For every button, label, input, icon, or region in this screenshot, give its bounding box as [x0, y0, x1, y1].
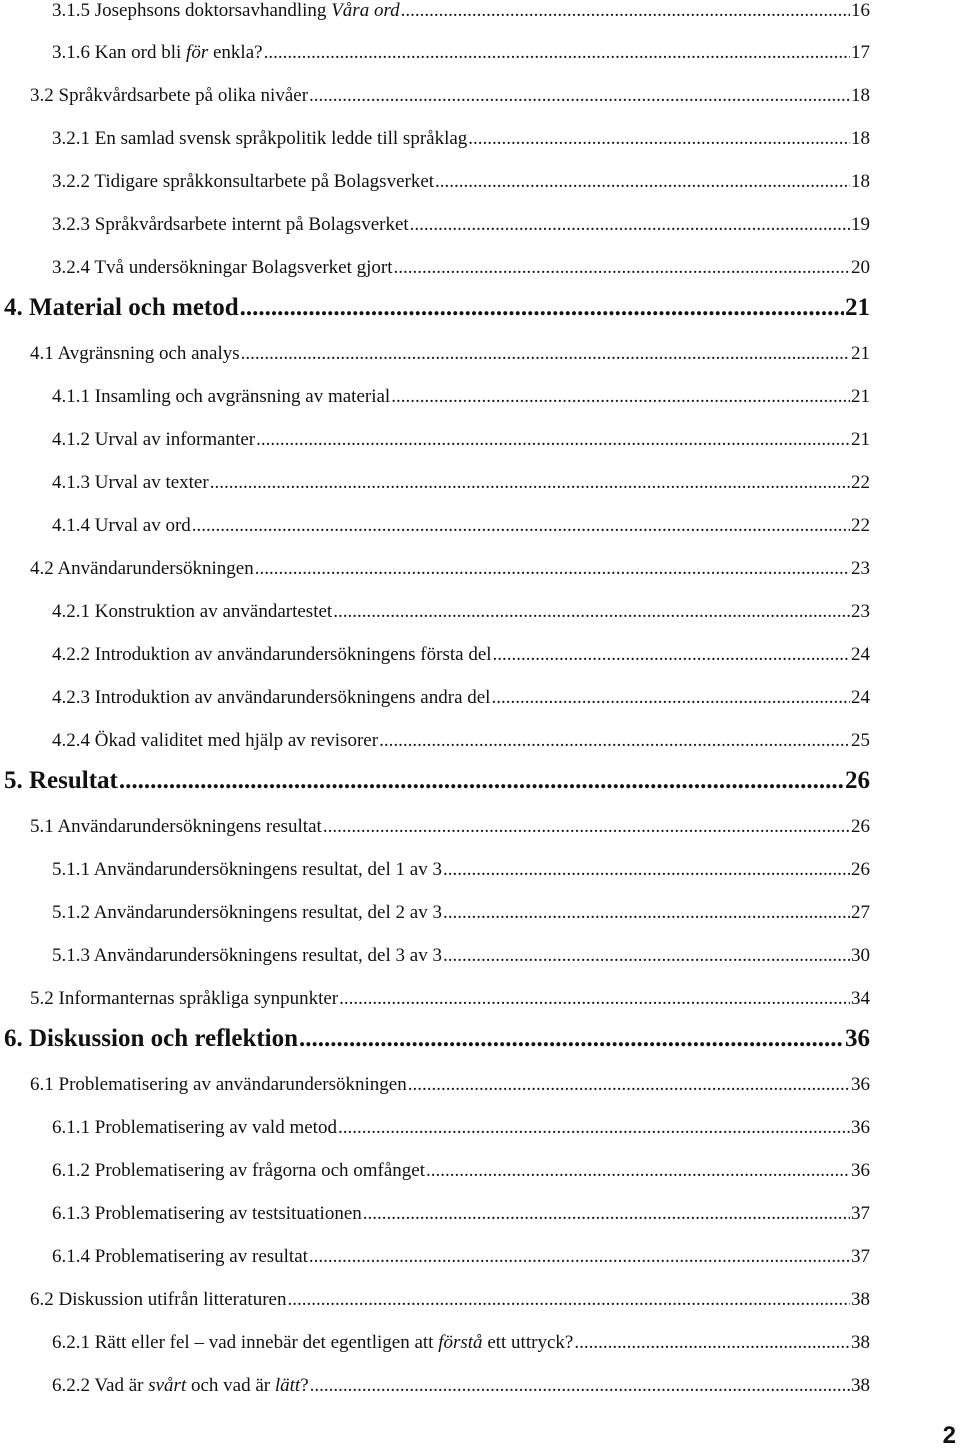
toc-leader-dots: [391, 386, 850, 408]
toc-entry[interactable]: [52, 472, 870, 494]
toc-leader-dots: [443, 859, 850, 881]
toc-entry-label: 6.1.1 Problematisering av vald metod: [52, 1117, 337, 1138]
toc-chapter[interactable]: [4, 294, 870, 322]
toc-leader-dots: [240, 294, 844, 322]
toc-entry[interactable]: [52, 945, 870, 967]
page-number: 2: [942, 1422, 956, 1449]
toc-entry-page: 26: [845, 767, 870, 794]
toc-entry[interactable]: [52, 1332, 870, 1354]
toc-entry[interactable]: [52, 171, 870, 193]
toc-entry-page: 21: [851, 386, 870, 407]
toc-entry-label: 4.2.1 Konstruktion av användartestet: [52, 601, 333, 622]
toc-entry[interactable]: [30, 343, 870, 365]
toc-entry-page: 36: [851, 1160, 870, 1181]
toc-entry-label: 4.2.4 Ökad validitet med hjälp av revisorer: [52, 730, 379, 751]
toc-entry-page: 19: [851, 214, 870, 235]
toc-entry-label: 6.1.4 Problematisering av resultat: [52, 1246, 308, 1267]
toc-entry[interactable]: [52, 42, 870, 64]
toc-entry-label: 6.2.1 Rätt eller fel – vad innebär det egentligen att förstå ett uttryck?: [52, 1332, 574, 1353]
toc-entry-label: 4.1.4 Urval av ord: [52, 515, 191, 536]
toc-entry[interactable]: [30, 1074, 870, 1096]
toc-entry[interactable]: [52, 386, 870, 408]
toc-entry-label: 4. Material och metod: [4, 294, 239, 321]
toc-entry-page: 21: [851, 429, 870, 450]
toc-leader-dots: [408, 1074, 850, 1096]
toc-entry-label: 4.1 Avgränsning och analys: [30, 343, 240, 364]
toc-entry-page: 22: [851, 515, 870, 536]
toc-entry-page: 34: [851, 988, 870, 1009]
toc-entry-page: 38: [851, 1289, 870, 1310]
toc-entry-label: 4.1.2 Urval av informanter: [52, 429, 256, 450]
toc-leader-dots: [379, 730, 850, 752]
toc-entry[interactable]: [30, 988, 870, 1010]
toc-entry[interactable]: [30, 816, 870, 838]
toc-entry-page: 21: [845, 294, 870, 321]
toc-entry[interactable]: [52, 1203, 870, 1225]
toc-entry-page: 22: [851, 472, 870, 493]
toc-entry[interactable]: [52, 902, 870, 924]
toc-entry-page: 16: [851, 0, 870, 21]
toc-entry-page: 38: [851, 1332, 870, 1353]
toc-entry-label: 4.2.3 Introduktion av användarundersökningens andra del: [52, 687, 491, 708]
toc-leader-dots: [241, 343, 850, 365]
toc-entry-label: 6.1.3 Problematisering av testsituationen: [52, 1203, 362, 1224]
toc-entry-page: 30: [851, 945, 870, 966]
toc-leader-dots: [256, 429, 850, 451]
toc-entry-label: 4.1.3 Urval av texter: [52, 472, 209, 493]
toc-entry-label: 3.2.1 En samlad svensk språkpolitik ledde till språklag: [52, 128, 468, 149]
toc-entry-page: 17: [851, 42, 870, 63]
toc-entry-page: 20: [851, 257, 870, 278]
toc-entry[interactable]: [52, 730, 870, 752]
toc-entry-label: 5. Resultat: [4, 767, 118, 794]
toc-leader-dots: [493, 644, 850, 666]
toc-entry-page: 36: [845, 1025, 870, 1052]
toc-entry-label: 6.2 Diskussion utifrån litteraturen: [30, 1289, 287, 1310]
toc-entry[interactable]: [52, 1160, 870, 1182]
toc-entry[interactable]: [52, 687, 870, 709]
toc-leader-dots: [255, 558, 850, 580]
toc-entry-label: 4.1.1 Insamling och avgränsning av material: [52, 386, 391, 407]
toc-entry-label: 3.1.6 Kan ord bli för enkla?: [52, 42, 263, 63]
toc-entry-label: 6.2.2 Vad är svårt och vad är lätt?: [52, 1375, 309, 1396]
toc-leader-dots: [310, 1375, 850, 1397]
toc-leader-dots: [119, 767, 844, 795]
toc-entry[interactable]: [52, 601, 870, 623]
toc-entry[interactable]: [30, 558, 870, 580]
toc-entry-label: 4.2 Användarundersökningen: [30, 558, 254, 579]
toc-entry-page: 36: [851, 1074, 870, 1095]
toc-entry[interactable]: [30, 1289, 870, 1311]
toc-entry-page: 18: [851, 85, 870, 106]
toc-entry-label: 6.1.2 Problematisering av frågorna och omfånget: [52, 1160, 426, 1181]
toc-leader-dots: [426, 1160, 850, 1182]
toc-entry-page: 24: [851, 687, 870, 708]
toc-entry[interactable]: [52, 214, 870, 236]
toc-leader-dots: [468, 128, 850, 150]
toc-entry[interactable]: [52, 1375, 870, 1397]
toc-entry-page: 23: [851, 558, 870, 579]
toc-leader-dots: [443, 945, 850, 967]
toc-entry-label: 3.2.4 Två undersökningar Bolagsverket gjort: [52, 257, 393, 278]
toc-entry-label: 3.1.5 Josephsons doktorsavhandling Våra ord: [52, 0, 400, 21]
toc-entry-label: 3.2.3 Språkvårdsarbete internt på Bolagsverket: [52, 214, 409, 235]
toc-entry-label: 3.2 Språkvårdsarbete på olika nivåer: [30, 85, 309, 106]
toc-leader-dots: [443, 902, 850, 924]
toc-chapter[interactable]: [4, 1025, 870, 1053]
toc-entry-label: 5.1 Användarundersökningens resultat: [30, 816, 322, 837]
toc-entry[interactable]: [30, 85, 870, 107]
toc-leader-dots: [491, 687, 850, 709]
toc-entry[interactable]: [52, 429, 870, 451]
toc-entry-label: 3.2.2 Tidigare språkkonsultarbete på Bolagsverket: [52, 171, 435, 192]
toc-entry-page: 27: [851, 902, 870, 923]
toc-leader-dots: [309, 85, 850, 107]
toc-entry-page: 24: [851, 644, 870, 665]
toc-entry[interactable]: [52, 1246, 870, 1268]
toc-entry-label: 5.1.2 Användarundersökningens resultat, del 2 av 3: [52, 902, 442, 923]
toc-entry[interactable]: [52, 257, 870, 279]
toc-leader-dots: [299, 1025, 844, 1053]
toc-entry[interactable]: [52, 515, 870, 537]
toc-leader-dots: [333, 601, 850, 623]
toc-leader-dots: [338, 1117, 850, 1139]
toc-leader-dots: [410, 214, 850, 236]
toc-leader-dots: [394, 257, 850, 279]
toc-entry-page: 26: [851, 816, 870, 837]
toc-entry-page: 38: [851, 1375, 870, 1396]
toc-entry-page: 37: [851, 1203, 870, 1224]
toc-entry-label: 6. Diskussion och reflektion: [4, 1025, 299, 1052]
toc-leader-dots: [323, 816, 850, 838]
toc-entry[interactable]: [52, 1117, 870, 1139]
toc-leader-dots: [363, 1203, 850, 1225]
toc-entry-page: 18: [851, 171, 870, 192]
toc-entry-page: 36: [851, 1117, 870, 1138]
toc-leader-dots: [309, 1246, 850, 1268]
toc-entry-page: 21: [851, 343, 870, 364]
toc-entry-page: 37: [851, 1246, 870, 1267]
toc-leader-dots: [574, 1332, 850, 1354]
toc-entry-page: 25: [851, 730, 870, 751]
toc-leader-dots: [287, 1289, 850, 1311]
toc-entry-label: 6.1 Problematisering av användarundersökningen: [30, 1074, 407, 1095]
toc-entry-label: 5.1.3 Användarundersökningens resultat, del 3 av 3: [52, 945, 442, 966]
toc-entry[interactable]: [52, 128, 870, 150]
toc-leader-dots: [339, 988, 850, 1010]
toc-leader-dots: [210, 472, 850, 494]
toc-entry-label: 5.1.1 Användarundersökningens resultat, del 1 av 3: [52, 859, 442, 880]
toc-leader-dots: [192, 515, 850, 537]
toc-entry-page: 26: [851, 859, 870, 880]
toc-entry-label: 5.2 Informanternas språkliga synpunkter: [30, 988, 339, 1009]
toc-leader-dots: [264, 42, 850, 64]
toc-entry-label: 4.2.2 Introduktion av användarundersökningens första del: [52, 644, 492, 665]
toc-leader-dots: [435, 171, 850, 193]
toc-entry[interactable]: [52, 644, 870, 666]
toc-entry-page: 18: [851, 128, 870, 149]
toc-leader-dots: [401, 0, 850, 22]
toc-entry[interactable]: [52, 0, 870, 22]
toc-entry-page: 23: [851, 601, 870, 622]
toc-entry[interactable]: [52, 859, 870, 881]
toc-chapter[interactable]: [4, 767, 870, 795]
